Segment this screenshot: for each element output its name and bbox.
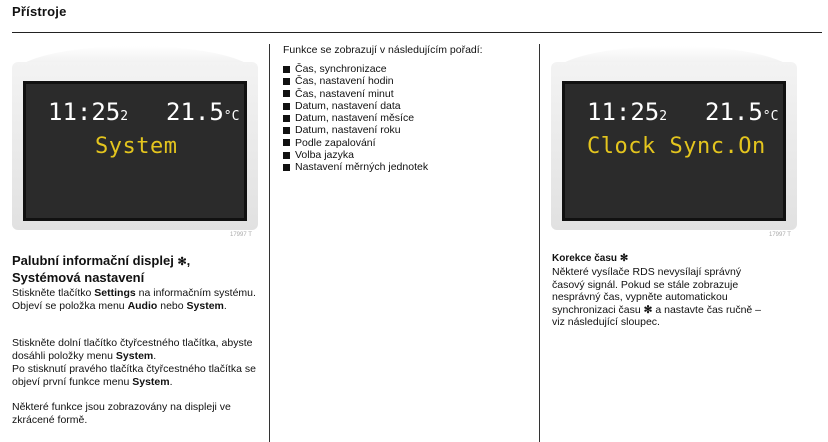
paragraph-down-button: Stiskněte dolní tlačítko čtyřcestného tlačítka, abyste dosáhli položky menu System.: [12, 337, 253, 362]
heading-line1: Palubní informační displej: [12, 253, 174, 268]
display-screen-right: [562, 81, 786, 221]
list-item: [283, 75, 428, 87]
paragraph-settings: Stiskněte tlačítko Settings na informačním systému. Objeví se položka menu Audio nebo System.: [12, 287, 256, 312]
list-item-label: Podle zapalování: [295, 136, 376, 149]
column-divider-right: [539, 44, 540, 442]
list-item: [283, 161, 428, 173]
time-readout: 11:252: [48, 98, 129, 126]
temperature-readout: 21.5°C: [705, 98, 779, 126]
sun-icon: ✻: [643, 303, 653, 316]
list-item: [283, 63, 428, 75]
list-item-label: Čas, nastavení hodin: [295, 75, 394, 88]
page-title: Přístroje: [12, 4, 67, 19]
sun-icon: ✻: [619, 253, 629, 264]
bullet-square-icon: [283, 90, 290, 97]
heading-line2: Systémová nastavení: [12, 270, 145, 285]
display-screen-left: [23, 81, 247, 221]
list-item-label: Čas, nastavení minut: [295, 87, 394, 100]
column-divider-left: [269, 44, 270, 442]
figure-code: 17997 T: [230, 232, 252, 238]
bullet-square-icon: [283, 115, 290, 122]
list-item: [283, 124, 428, 136]
list-item-label: Volba jazyka: [295, 149, 354, 162]
function-list-intro: Funkce se zobrazují v následujícím pořadí:: [283, 44, 483, 56]
function-list: [283, 63, 428, 174]
clock-correction-paragraph: Některé vysílače RDS nevysílají správný časový signál. Pokud se stále zobrazuje nesprávný čas, vypněte automatickou synchronizaci času ✻ a nastavte čas ručně – viz následující sloupec.: [552, 266, 762, 328]
paragraph-right-button: Po stisknutí pravého tlačítka čtyřcestného tlačítka se objeví první funkce menu System.: [12, 363, 256, 388]
paragraph-abbreviated: Některé funkce jsou zobrazovány na displeji ve zkrácené formě.: [12, 401, 231, 426]
sun-icon: ✻: [177, 256, 187, 268]
list-item-label: Datum, nastavení měsíce: [295, 112, 415, 125]
list-item: [283, 149, 428, 161]
bullet-square-icon: [283, 127, 290, 134]
bullet-square-icon: [283, 164, 290, 171]
bullet-square-icon: [283, 78, 290, 85]
clock-correction-heading: Korekce času ✻: [552, 253, 629, 264]
list-item: [283, 100, 428, 112]
list-item: [283, 112, 428, 124]
section-heading: Palubní informační displej ✻, Systémová nastavení: [12, 253, 191, 285]
display-message: System: [95, 134, 178, 159]
list-item-label: Čas, synchronizace: [295, 63, 387, 75]
header-rule: [12, 32, 822, 33]
list-item-label: Nastavení měrných jednotek: [295, 161, 429, 174]
list-item: [283, 88, 428, 100]
list-item: [283, 137, 428, 149]
list-item-label: Datum, nastavení roku: [295, 124, 401, 137]
bullet-square-icon: [283, 152, 290, 159]
list-item-label: Datum, nastavení data: [295, 99, 401, 112]
bullet-square-icon: [283, 103, 290, 110]
display-message: Clock Sync.On: [587, 134, 766, 159]
time-readout: 11:252: [587, 98, 668, 126]
bullet-square-icon: [283, 66, 290, 73]
temperature-readout: 21.5°C: [166, 98, 240, 126]
bullet-square-icon: [283, 139, 290, 146]
figure-code: 17997 T: [769, 232, 791, 238]
